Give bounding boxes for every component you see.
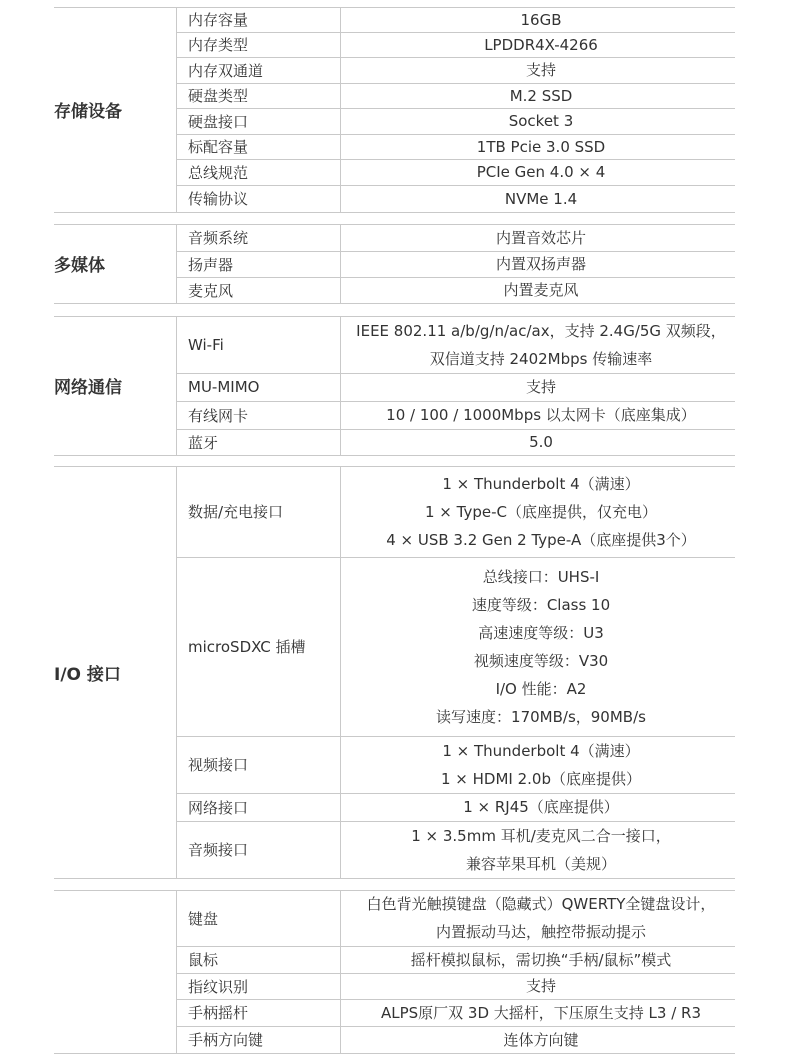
spec-value-line: 速度等级：Class 10 <box>471 595 611 614</box>
category-label: 网络通信 <box>54 378 122 398</box>
spec-value-line: I/O 性能：A2 <box>495 679 587 698</box>
category-label: 多媒体 <box>54 256 105 276</box>
spec-value-line: 双信道支持 2402Mbps 传输速率 <box>429 349 653 368</box>
spec-value <box>341 7 741 32</box>
spec-value <box>341 373 741 401</box>
spec-value <box>341 159 741 185</box>
spec-value <box>341 57 741 83</box>
spec-label: 扬声器 <box>188 255 234 274</box>
spec-value-line: NVMe 1.4 <box>504 189 578 208</box>
spec-value-line: PCIe Gen 4.0 × 4 <box>476 163 606 181</box>
spec-label: 内存类型 <box>188 36 249 54</box>
spec-value-line: 1 × Type-C（底座提供，仅充电） <box>425 502 657 521</box>
spec-value <box>341 134 741 159</box>
spec-value-line: 1 × HDMI 2.0b（底座提供） <box>441 769 641 788</box>
spec-label: 数据/充电接口 <box>188 503 284 521</box>
spec-value <box>341 1026 741 1053</box>
spec-label: 音频系统 <box>188 229 249 247</box>
spec-value-line: M.2 SSD <box>509 86 573 105</box>
spec-label: 视频接口 <box>188 756 249 774</box>
spec-label: 硬盘接口 <box>188 112 249 131</box>
spec-value <box>341 793 741 821</box>
spec-label: 指纹识别 <box>188 977 249 996</box>
spec-value-line: 10 / 100 / 1000Mbps 以太网卡（底座集成） <box>386 406 696 424</box>
category-label <box>54 890 174 1053</box>
spec-value <box>341 973 741 999</box>
spec-value <box>341 890 741 946</box>
spec-label: 有线网卡 <box>188 406 249 425</box>
row-divider <box>54 212 735 213</box>
spec-label: 麦克风 <box>188 281 234 300</box>
spec-value <box>341 999 741 1026</box>
spec-value-line: 内置音效芯片 <box>495 228 586 247</box>
column-divider <box>176 316 177 455</box>
spec-value-line: 4 × USB 3.2 Gen 2 Type-A（底座提供3个） <box>386 530 696 549</box>
spec-value-line: 支持 <box>525 378 556 396</box>
spec-value <box>341 108 741 134</box>
spec-value-line: 5.0 <box>529 433 553 451</box>
row-divider <box>54 303 735 304</box>
spec-value-line: 白色背光触摸键盘（隐藏式）QWERTY全键盘设计， <box>366 895 716 913</box>
spec-label: 内存双通道 <box>188 61 264 80</box>
spec-value <box>341 821 741 878</box>
spec-value <box>341 185 741 212</box>
spec-value-line: 支持 <box>525 977 556 995</box>
spec-label: 音频接口 <box>188 841 249 859</box>
spec-value <box>341 557 741 736</box>
spec-label: 传输协议 <box>188 190 249 208</box>
spec-value-line: 1 × 3.5mm 耳机/麦克风二合一接口， <box>411 826 671 845</box>
category-label: 存储设备 <box>54 102 122 122</box>
column-divider <box>176 466 177 878</box>
spec-value-line: 兼容苹果耳机（美规） <box>465 854 616 873</box>
spec-label: 内存容量 <box>188 11 249 29</box>
spec-value <box>341 429 741 455</box>
spec-label: 标配容量 <box>188 138 249 156</box>
spec-label: 手柄方向键 <box>188 1031 264 1049</box>
spec-value-line: ALPS原厂双 3D 大摇杆，下压原生支持 L3 / R3 <box>380 1003 702 1022</box>
spec-label: 硬盘类型 <box>188 87 249 105</box>
spec-value-line: Socket 3 <box>508 112 574 130</box>
spec-value-line: 连体方向键 <box>503 1030 579 1049</box>
spec-value-line: 1 × Thunderbolt 4（满速） <box>442 741 640 760</box>
spec-label: Wi-Fi <box>188 335 224 354</box>
spec-label: microSDXC 插槽 <box>188 638 306 656</box>
spec-value <box>341 316 741 373</box>
spec-value-line: 摇杆模拟鼠标，需切换“手柄/鼠标”模式 <box>410 950 672 969</box>
spec-value-line: 内置振动马达，触控带振动提示 <box>435 923 646 941</box>
row-divider <box>54 455 735 456</box>
spec-value <box>341 466 741 557</box>
spec-value-line: 内置双扬声器 <box>495 255 586 273</box>
spec-value-line: 读写速度：170MB/s，90MB/s <box>436 707 646 726</box>
spec-value <box>341 401 741 429</box>
row-divider <box>54 1053 735 1054</box>
column-divider <box>176 224 177 303</box>
column-divider <box>176 890 177 1053</box>
spec-value-line: LPDDR4X-4266 <box>484 35 598 54</box>
spec-value-line: 支持 <box>525 61 556 79</box>
spec-label: 鼠标 <box>188 951 219 969</box>
spec-value-line: 16GB <box>520 10 562 29</box>
spec-label: 手柄摇杆 <box>188 1004 249 1022</box>
spec-value-line: 内置麦克风 <box>503 281 579 299</box>
spec-value-line: 1 × Thunderbolt 4（满速） <box>442 474 640 493</box>
spec-value-line: IEEE 802.11 a/b/g/n/ac/ax，支持 2.4G/5G 双频段， <box>356 321 726 340</box>
spec-value-line: 视频速度等级：V30 <box>473 651 609 670</box>
spec-label: 网络接口 <box>188 798 249 817</box>
spec-value <box>341 32 741 57</box>
spec-label: MU-MIMO <box>188 378 260 396</box>
spec-value <box>341 224 741 251</box>
row-divider <box>54 878 735 879</box>
spec-value <box>341 946 741 973</box>
spec-label: 键盘 <box>188 909 219 928</box>
spec-value <box>341 83 741 108</box>
spec-value-line: 1TB Pcie 3.0 SSD <box>476 137 606 156</box>
spec-value-line: 1 × RJ45（底座提供） <box>463 798 619 816</box>
spec-value-line: 总线接口：UHS-I <box>482 567 600 586</box>
column-divider <box>176 7 177 212</box>
spec-value <box>341 277 741 303</box>
spec-value <box>341 251 741 277</box>
category-label: I/O 接口 <box>54 664 121 685</box>
spec-label: 总线规范 <box>188 163 249 182</box>
spec-value <box>341 736 741 793</box>
spec-label: 蓝牙 <box>188 433 219 452</box>
spec-value-line: 高速速度等级：U3 <box>478 623 604 642</box>
